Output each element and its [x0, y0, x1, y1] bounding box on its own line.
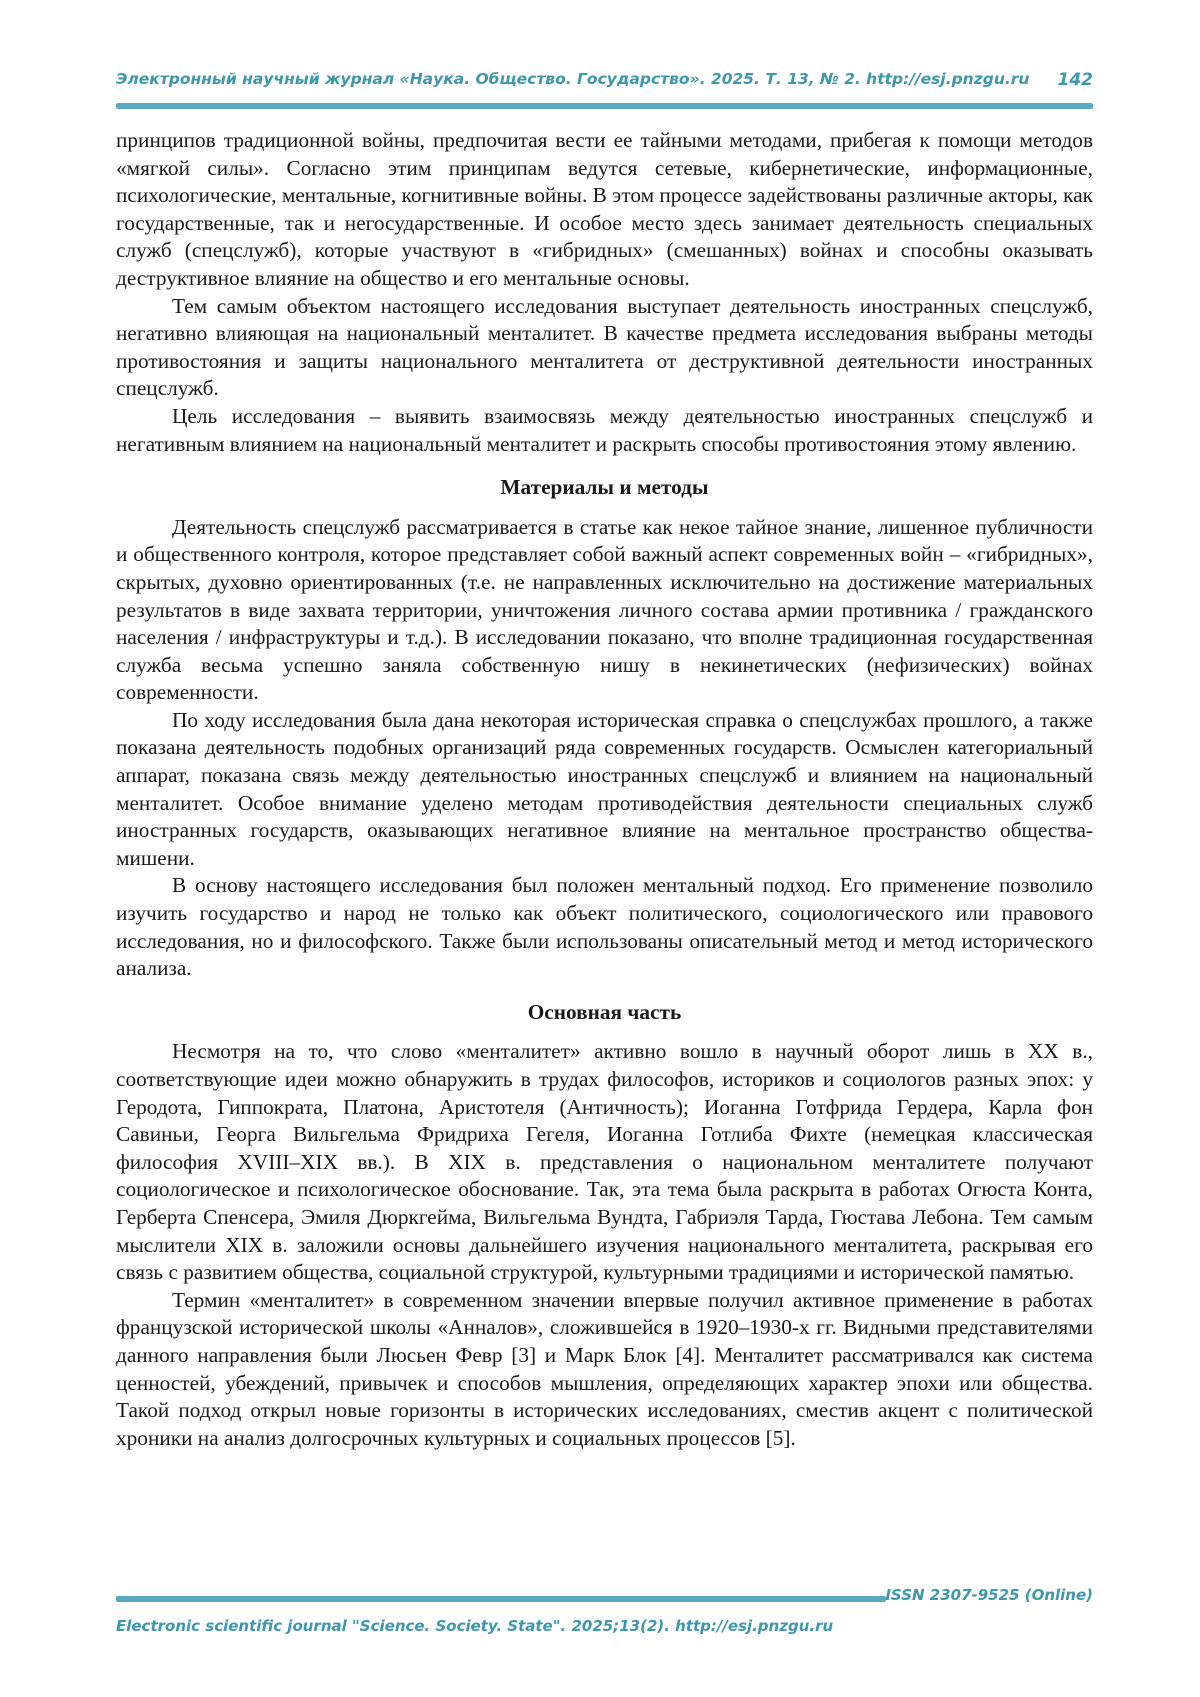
paragraph: Цель исследования – выявить взаимосвязь между деятельностью иностранных спецслужб и негативным влиянием на национальный менталитет и раскрыть способы противостояния этому явлению. — [116, 403, 1093, 456]
page-number: 142 — [1057, 70, 1093, 90]
journal-title: Электронный научный журнал «Наука. Общество. Государство». 2025. Т. 13, № 2. http://esj.pnzgu.ru — [116, 70, 1030, 88]
paragraph: Тем самым объектом настоящего исследования выступает деятельность иностранных спецслужб, негативно влияющая на национальный менталитет. В качестве предмета исследования выбраны методы противостояния и защиты национального менталитета от деструктивной деятельности иностранных спецслужб. — [116, 293, 1093, 401]
issn-label: ISSN 2307-9525 (Online) — [885, 1586, 1093, 1604]
footer-rule — [116, 1596, 886, 1602]
section-heading-methods: Материалы и методы — [500, 475, 709, 500]
paragraph: По ходу исследования была дана некоторая историческая справка о спецслужбах прошлого, а также показана деятельность подобных организаций ряда современных государств. Осмыслен категориальный аппарат, показана связь между деятельностью иностранных спецслужб и влиянием на национальный менталитет. Особое внимание уделено методам противодействия деятельности специальных служб иностранных государств, оказывающих негативное влияние на ментальное пространство общества-мишени. — [116, 707, 1093, 870]
header-rule — [116, 103, 1093, 109]
paragraph: Деятельность спецслужб рассматривается в статье как некое тайное знание, лишенное публичности и общественного контроля, которое представляет собой важный аспект современных войн – «гибридных», скрытых, духовно ориентированных (т.е. не направленных исключительно на достижение материальных результатов в виде захвата территории, уничтожения личного состава армии противника / гражданского населения / инфраструктуры и т.д.). В исследовании показано, что вполне традиционная государственная служба весьма успешно заняла собственную нишу в некинетических (нефизических) войнах современности. — [116, 514, 1093, 705]
paragraph: Термин «менталитет» в современном значении впервые получил активное применение в работах французской исторической школы «Анналов», сложившейся в 1920–1930-х гг. Видными представителями данного направления были Люсьен Февр [3] и Марк Блок [4]. Менталитет рассматривался как система ценностей, убеждений, привычек и способов мышления, определяющих характер эпохи или общества. Такой подход открыл новые горизонты в исторических исследованиях, сместив акцент с политической хроники на анализ долгосрочных культурных и социальных процессов [5]. — [116, 1287, 1093, 1450]
paragraph: Несмотря на то, что слово «менталитет» активно вошло в научный оборот лишь в XX в., соответствующие идеи можно обнаружить в трудах философов, историков и социологов разных эпох: у Геродота, Гиппократа, Платона, Аристотеля (Античность); Иоганна Готфрида Гердера, Карла фон Савиньи, Георга Вильгельма Фридриха Гегеля, Иоганна Готлиба Фихте (немецкая классическая философия XVIII–XIX вв.). В XIX в. представления о национальном менталитете получают социологическое и психологическое обоснование. Так, эта тема была раскрыта в работах Огюста Конта, Герберта Спенсера, Эмиля Дюркгейма, Вильгельма Вундта, Габриэля Тарда, Гюстава Лебона. Тем самым мыслители XIX в. заложили основы дальнейшего изучения национального менталитета, раскрывая его связь с развитием общества, социальной структурой, культурными традициями и исторической памятью. — [116, 1039, 1093, 1285]
running-header — [116, 70, 1093, 92]
article-body — [116, 127, 1093, 1452]
footer-journal-en: Electronic scientific journal "Science. Society. State". 2025;13(2). http://esj.pnzgu.ru — [116, 1617, 834, 1635]
paragraph: принципов традиционной войны, предпочитая вести ее тайными методами, прибегая к помощи методов «мягкой силы». Согласно этим принципам ведутся сетевые, кибернетические, информационные, психологические, ментальные, когнитивные войны. В этом процессе задействованы различные акторы, как государственные, так и негосударственные. И особое место здесь занимает деятельность специальных служб (спецслужб), которые участвуют в «гибридных» (смешанных) войнах и способны оказывать деструктивное влияние на общество и его ментальные основы. — [116, 128, 1093, 290]
section-heading-main: Основная часть — [527, 999, 682, 1024]
paragraph: В основу настоящего исследования был положен ментальный подход. Его применение позволило изучить государство и народ не только как объект политического, социологического или правового исследования, но и философского. Также были использованы описательный метод и метод исторического анализа. — [116, 873, 1093, 981]
